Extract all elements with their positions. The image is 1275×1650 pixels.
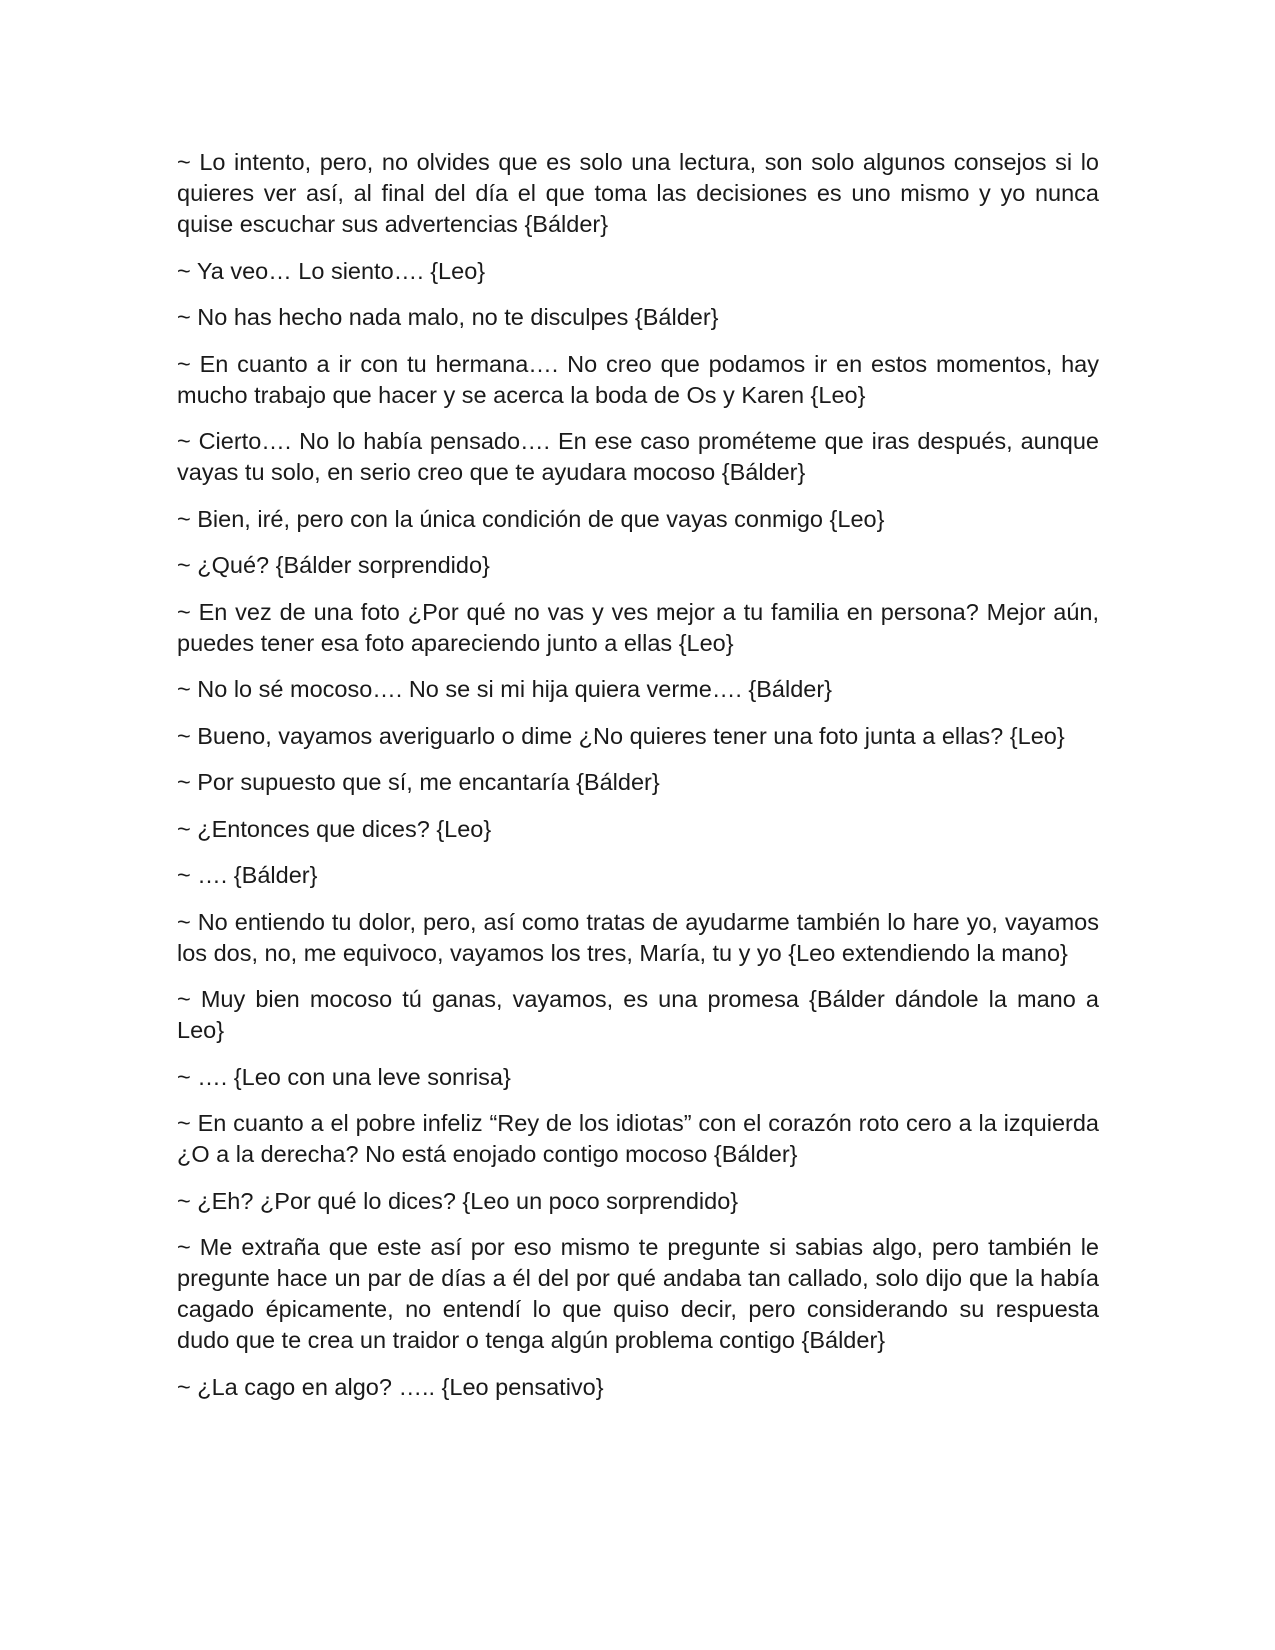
dialogue-paragraph: ~ En cuanto a el pobre infeliz “Rey de los idiotas” con el corazón roto cero a la izquierda ¿O a la derecha? No está enojado contigo mocoso {Bálder}	[177, 1110, 1099, 1167]
dialogue-paragraph: ~ Bien, iré, pero con la única condición de que vayas conmigo {Leo}	[177, 505, 885, 532]
dialogue-paragraph: ~ No has hecho nada malo, no te disculpes {Bálder}	[177, 304, 719, 330]
dialogue-paragraph: ~ No lo sé mocoso…. No se si mi hija quiera verme…. {Bálder}	[177, 676, 833, 702]
dialogue-paragraph: ~ ¿Eh? ¿Por qué lo dices? {Leo un poco sorprendido}	[177, 1187, 739, 1214]
dialogue-paragraph: ~ En vez de una foto ¿Por qué no vas y ves mejor a tu familia en persona? Mejor aún, puedes tener esa foto apareciendo junto a ellas {Leo}	[177, 598, 1099, 656]
dialogue-paragraph: ~ Cierto…. No lo había pensado…. En ese caso prométeme que iras después, aunque vayas tu solo, en serio creo que te ayudara mocoso {Bálder}	[177, 428, 1099, 485]
dialogue-paragraph: ~ Por supuesto que sí, me encantaría {Bálder}	[177, 769, 660, 795]
dialogue-paragraph: ~ Lo intento, pero, no olvides que es solo una lectura, son solo algunos consejos si lo quieres ver así, al final del día el que toma las decisiones es uno mismo y yo nunca quise escuchar sus advertencias {Bálder}	[177, 149, 1099, 237]
dialogue-paragraph: ~ Muy bien mocoso tú ganas, vayamos, es una promesa {Bálder dándole la mano a Leo}	[177, 986, 1099, 1043]
dialogue-paragraph: ~ …. {Bálder}	[177, 862, 318, 888]
dialogue-paragraph: ~ ¿Qué? {Bálder sorprendido}	[177, 552, 490, 578]
dialogue-paragraph: ~ ¿La cago en algo? ….. {Leo pensativo}	[177, 1373, 604, 1400]
dialogue-paragraph: ~ Bueno, vayamos averiguarlo o dime ¿No quieres tener una foto junta a ellas? {Leo}	[177, 722, 1065, 749]
dialogue-paragraph: ~ En cuanto a ir con tu hermana…. No creo que podamos ir en estos momentos, hay mucho trabajo que hacer y se acerca la boda de Os y Karen {Leo}	[177, 350, 1099, 408]
document-body	[177, 147, 1099, 1418]
dialogue-paragraph: ~ ¿Entonces que dices? {Leo}	[177, 815, 492, 842]
dialogue-paragraph: ~ Me extraña que este así por eso mismo te pregunte si sabias algo, pero también le pregunte hace un par de días a él del por qué andaba tan callado, solo dijo que la había cagado épicamente, no entendí lo que quiso decir, pero considerando su respuesta dudo que te crea un traidor o tenga algún problema contigo {Bálder}	[177, 1234, 1099, 1353]
dialogue-paragraph: ~ …. {Leo con una leve sonrisa}	[177, 1063, 511, 1090]
dialogue-paragraph: ~ No entiendo tu dolor, pero, así como tratas de ayudarme también lo hare yo, vayamos los dos, no, me equivoco, vayamos los tres, María, tu y yo {Leo extendiendo la mano}	[177, 908, 1099, 966]
dialogue-paragraph: ~ Ya veo… Lo siento…. {Leo}	[177, 257, 486, 284]
